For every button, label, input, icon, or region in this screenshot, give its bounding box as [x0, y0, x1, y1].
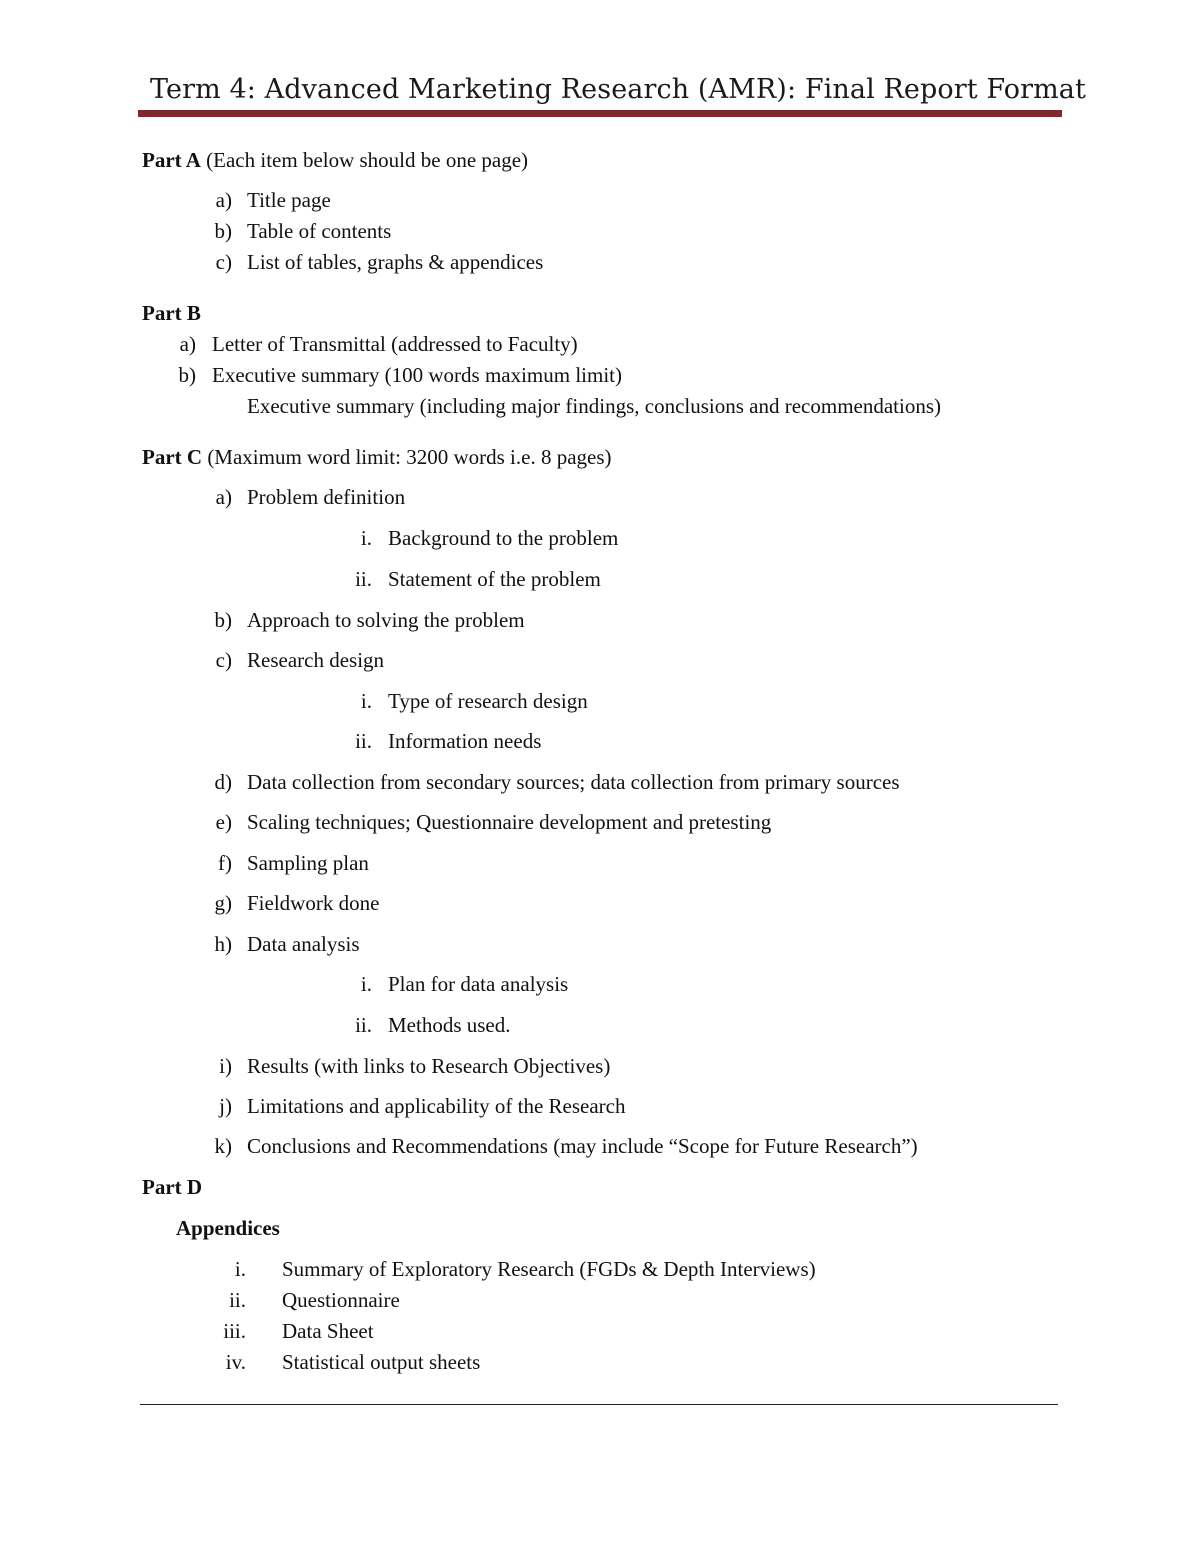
part-b-heading: [142, 299, 201, 327]
list-item: Executive summary (100 words maximum limit): [212, 363, 623, 387]
part-c-heading: [142, 443, 612, 471]
document-title: Term 4: Advanced Marketing Research (AMR): Final Report Format: [150, 74, 1086, 105]
list-item: List of tables, graphs & appendices: [247, 250, 544, 274]
executive-summary-note: Executive summary (including major findings, conclusions and recommendations): [247, 394, 942, 418]
part-c-label: Part C: [142, 445, 203, 469]
part-c-note: (Maximum word limit: 3200 words i.e. 8 pages): [207, 445, 612, 469]
sub-list-item: Background to the problem: [388, 526, 619, 550]
list-marker: a): [215, 188, 232, 212]
appendix-marker: i.: [234, 1257, 246, 1281]
list-item: Limitations and applicability of the Research: [247, 1094, 626, 1118]
part-a-heading: [142, 146, 528, 174]
title-underline: [138, 110, 1062, 117]
appendix-item: Data Sheet: [282, 1319, 374, 1343]
list-marker: a): [215, 485, 232, 509]
list-item: Fieldwork done: [247, 891, 380, 915]
appendix-marker: iv.: [225, 1350, 246, 1374]
list-item: Scaling techniques; Questionnaire development and pretesting: [247, 810, 772, 834]
appendices-label: Appendices: [176, 1216, 280, 1240]
appendix-item: Summary of Exploratory Research (FGDs & Depth Interviews): [282, 1257, 816, 1281]
part-a-label: Part A: [142, 148, 201, 172]
list-marker: c): [215, 648, 232, 672]
list-marker: d): [214, 770, 232, 794]
list-marker: g): [214, 891, 232, 915]
sub-list-marker: i.: [360, 689, 372, 713]
list-marker: e): [215, 810, 232, 834]
list-item: Sampling plan: [247, 851, 369, 875]
list-marker: b): [178, 363, 196, 387]
sub-list-item: Plan for data analysis: [388, 972, 569, 996]
part-d-heading: [142, 1173, 202, 1201]
sub-list-item: Statement of the problem: [388, 567, 601, 591]
list-item: Data analysis: [247, 932, 360, 956]
list-marker: a): [179, 332, 196, 356]
appendix-marker: iii.: [223, 1319, 246, 1343]
list-marker: i): [219, 1054, 232, 1078]
list-item: Title page: [247, 188, 331, 212]
list-marker: j): [219, 1094, 232, 1118]
list-item: Table of contents: [247, 219, 392, 243]
list-item: Conclusions and Recommendations (may include “Scope for Future Research”): [247, 1134, 918, 1158]
part-a-note: (Each item below should be one page): [206, 148, 529, 172]
sub-list-item: Information needs: [388, 729, 542, 753]
sub-list-marker: i.: [360, 526, 372, 550]
appendix-marker: ii.: [229, 1288, 246, 1312]
list-marker: b): [214, 219, 232, 243]
appendix-item: Questionnaire: [282, 1288, 400, 1312]
list-item: Problem definition: [247, 485, 406, 509]
list-item: Data collection from secondary sources; data collection from primary sources: [247, 770, 900, 794]
part-b-label: Part B: [142, 301, 201, 325]
sub-list-marker: ii.: [355, 1013, 372, 1037]
appendix-item: Statistical output sheets: [282, 1350, 481, 1374]
list-item: Results (with links to Research Objectives): [247, 1054, 611, 1078]
list-marker: b): [214, 608, 232, 632]
sub-list-item: Type of research design: [388, 689, 588, 713]
part-d-label: Part D: [142, 1175, 203, 1199]
list-marker: h): [214, 932, 232, 956]
list-item: Letter of Transmittal (addressed to Faculty): [212, 332, 578, 356]
appendices-heading: [176, 1214, 280, 1242]
list-marker: c): [215, 250, 232, 274]
sub-list-item: Methods used.: [388, 1013, 511, 1037]
list-item: Approach to solving the problem: [247, 608, 525, 632]
sub-list-marker: i.: [360, 972, 372, 996]
sub-list-marker: ii.: [355, 567, 372, 591]
list-marker: k): [214, 1134, 232, 1158]
list-item: Research design: [247, 648, 385, 672]
list-marker: f): [218, 851, 232, 875]
sub-list-marker: ii.: [355, 729, 372, 753]
bottom-divider: [140, 1404, 1058, 1405]
